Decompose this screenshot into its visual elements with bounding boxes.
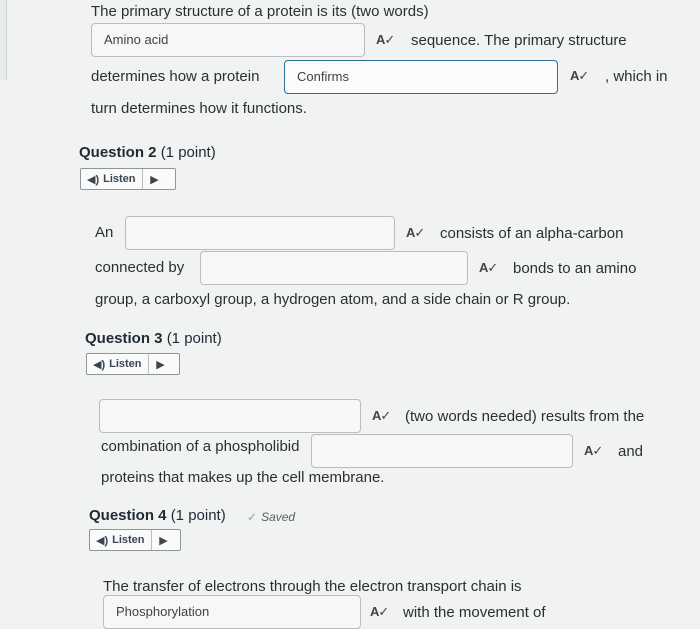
speaker-icon: ◀)	[87, 173, 100, 186]
q2-title-text: Question 2	[79, 144, 157, 161]
play-icon[interactable]: ▶	[150, 173, 159, 186]
q2-listen-button[interactable]	[80, 168, 176, 190]
q1-answer-input-2[interactable]: Confirms	[284, 60, 558, 94]
speaker-icon: ◀)	[93, 358, 106, 371]
listen-label: Listen	[103, 173, 136, 185]
spellcheck-icon[interactable]: A✓	[406, 225, 425, 240]
spellcheck-icon[interactable]: A✓	[372, 408, 391, 423]
q1-answer-input-1[interactable]: Amino acid	[91, 23, 365, 57]
q1-line1: The primary structure of a protein is its (two words)	[91, 3, 429, 20]
check-icon: ✓	[247, 510, 258, 524]
q4-listen-button[interactable]	[89, 529, 181, 551]
q4-after1: with the movement of	[403, 604, 546, 621]
q2-prefix: An	[95, 224, 114, 241]
spellcheck-icon[interactable]: A✓	[376, 32, 395, 47]
q2-title	[79, 144, 216, 161]
q4-title	[89, 507, 226, 524]
q2-after1: consists of an alpha-carbon	[440, 225, 624, 242]
q3-after1: (two words needed) results from the	[405, 408, 645, 425]
spellcheck-icon[interactable]: A✓	[370, 604, 389, 619]
q4-title-text: Question 4	[89, 507, 167, 524]
q3-title-text: Question 3	[85, 330, 163, 347]
q3-answer-input-2[interactable]	[311, 434, 573, 468]
q1-after2: , which in	[605, 68, 668, 85]
q4-line1: The transfer of electrons through the electron transport chain is	[103, 578, 522, 595]
q3-title	[85, 330, 222, 347]
spellcheck-icon[interactable]: A✓	[584, 443, 603, 458]
play-icon[interactable]: ▶	[156, 358, 165, 371]
q1-line2-prefix: determines how a protein	[91, 68, 260, 85]
spellcheck-icon[interactable]: A✓	[570, 68, 589, 83]
left-panel-edge	[0, 0, 7, 80]
q2-answer-input-1[interactable]	[125, 216, 395, 250]
q3-listen-button[interactable]	[86, 353, 180, 375]
q3-answer-input-1[interactable]	[99, 399, 361, 433]
q2-points: (1 point)	[160, 144, 216, 161]
spellcheck-icon[interactable]: A✓	[479, 260, 498, 275]
q2-after2: bonds to an amino	[513, 260, 637, 277]
q1-after1: sequence. The primary structure	[411, 32, 627, 49]
q2-answer-input-2[interactable]	[200, 251, 468, 285]
q2-line2-prefix: connected by	[95, 259, 185, 276]
q4-points: (1 point)	[170, 507, 226, 524]
q3-after2: and	[618, 443, 644, 460]
q3-line2-prefix: combination of a phospholibid	[101, 438, 300, 455]
saved-label: Saved	[261, 510, 296, 524]
speaker-icon: ◀)	[96, 534, 109, 547]
q4-answer-input-1[interactable]: Phosphorylation	[103, 595, 361, 629]
q1-line3: turn determines how it functions.	[91, 100, 307, 117]
listen-label: Listen	[112, 534, 145, 546]
listen-label: Listen	[109, 358, 142, 370]
q2-line3: group, a carboxyl group, a hydrogen atom, and a side chain or R group.	[95, 291, 571, 308]
q3-points: (1 point)	[166, 330, 222, 347]
q3-line3: proteins that makes up the cell membrane.	[101, 469, 385, 486]
play-icon[interactable]: ▶	[159, 534, 168, 547]
saved-status	[247, 510, 295, 524]
